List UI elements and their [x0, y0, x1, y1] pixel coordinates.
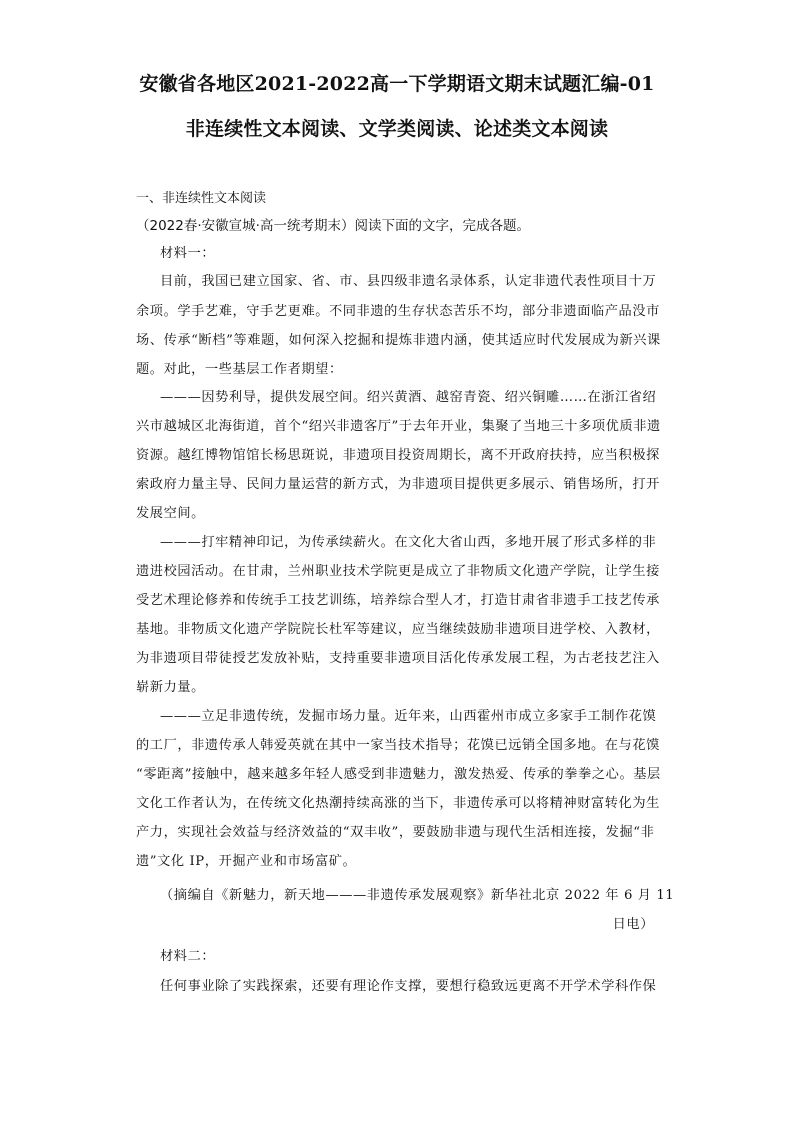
body-line: 余项。学手艺难，守手艺更难。不同非遗的生存状态苦乐不均，部分非遗面临产品没市 [136, 304, 660, 319]
body-line: 的工厂，非遗传承人韩爱英就在其中一家当技术指导；花馍已远销全国多地。在与花馍 [136, 738, 660, 753]
material1-label: 材料一： [160, 246, 216, 261]
body-line: 兴市越城区北海街道，首个“绍兴非遗客厅”于去年开业，集聚了当地三十多项优质非遗 [136, 419, 661, 434]
body-line: 遗”文化 IP，开掘产业和市场富矿。 [136, 854, 357, 869]
body-line: 受艺术理论修养和传统手工技艺训练，培养综合型人才，打造甘肃省非遗手工技艺传承 [136, 593, 660, 608]
body-line: 索政府力量主导、民间力量运营的新方式，为非遗项目提供更多展示、销售场所，打开 [136, 477, 660, 492]
body-line: 发展空间。 [136, 506, 205, 521]
document-subtitle: 非连续性文本阅读、文学类阅读、论述类文本阅读 [185, 118, 609, 140]
body-line: ———因势利导，提供发展空间。绍兴黄酒、越窑青瓷、绍兴铜雕……在浙江省绍 [160, 390, 657, 405]
question-source-line: （2022春·安徽宣城·高一统考期末）阅读下面的文字，完成各题。 [136, 218, 530, 234]
body-line: ———立足非遗传统，发掘市场力量。近年来，山西霍州市成立多家手工制作花馍 [160, 709, 657, 724]
body-line: 文化工作者认为，在传统文化热潮持续高涨的当下，非遗传承可以将精神财富转化为生 [136, 796, 660, 811]
section-heading: 一、非连续性文本阅读 [136, 191, 267, 206]
body-line: 崭新力量。 [136, 680, 205, 695]
body-line: 基地。非物质文化遗产学院院长杜军等建议，应当继续鼓励非遗项目进学校、入教材， [136, 622, 660, 637]
body-line: 场、传承“断档”等难题，如何深入挖掘和提炼非遗内涵，使其适应时代发展成为新兴课 [136, 333, 661, 348]
document-title: 安徽省各地区2021-2022高一下学期语文期末试题汇编-01 [139, 73, 655, 95]
body-line: 产力，实现社会效益与经济效益的“双丰收”，要鼓励非遗与现代生活相连接，发掘“非 [136, 825, 655, 840]
body-line: 目前，我国已建立国家、省、市、县四级非遗名录体系，认定非遗代表性项目十万 [160, 274, 657, 289]
body-line: “零距离”接触中，越来越多年轻人感受到非遗魅力，激发热爱、传承的拳拳之心。基层 [136, 767, 661, 782]
material1-citation-end: 日电） [612, 917, 654, 932]
material2-label: 材料二： [160, 949, 216, 964]
body-line: 为非遗项目带徒授艺发放补贴，支持重要非遗项目活化传承发展工程，为古老技艺注入 [136, 651, 660, 666]
body-line: ———打牢精神印记，为传承续薪火。在文化大省山西，多地开展了形式多样的非 [160, 535, 657, 550]
body-line: 题。对此，一些基层工作者期望： [136, 362, 343, 377]
body-line: 资源。越红博物馆馆长杨思斑说，非遗项目投资周期长，离不开政府扶持，应当积极探 [136, 448, 660, 463]
material1-citation: （摘编自《新魅力，新天地———非遗传承发展观察》新华社北京 2022 年 6 月 11 [160, 888, 675, 903]
body-line: 遗进校园活动。在甘肃，兰州职业技术学院更是成立了非物质文化遗产学院，让学生接 [136, 564, 660, 579]
body-line: 任何事业除了实践探索，还要有理论作支撑，要想行稳致远更离不开学术学科作保 [160, 979, 657, 994]
